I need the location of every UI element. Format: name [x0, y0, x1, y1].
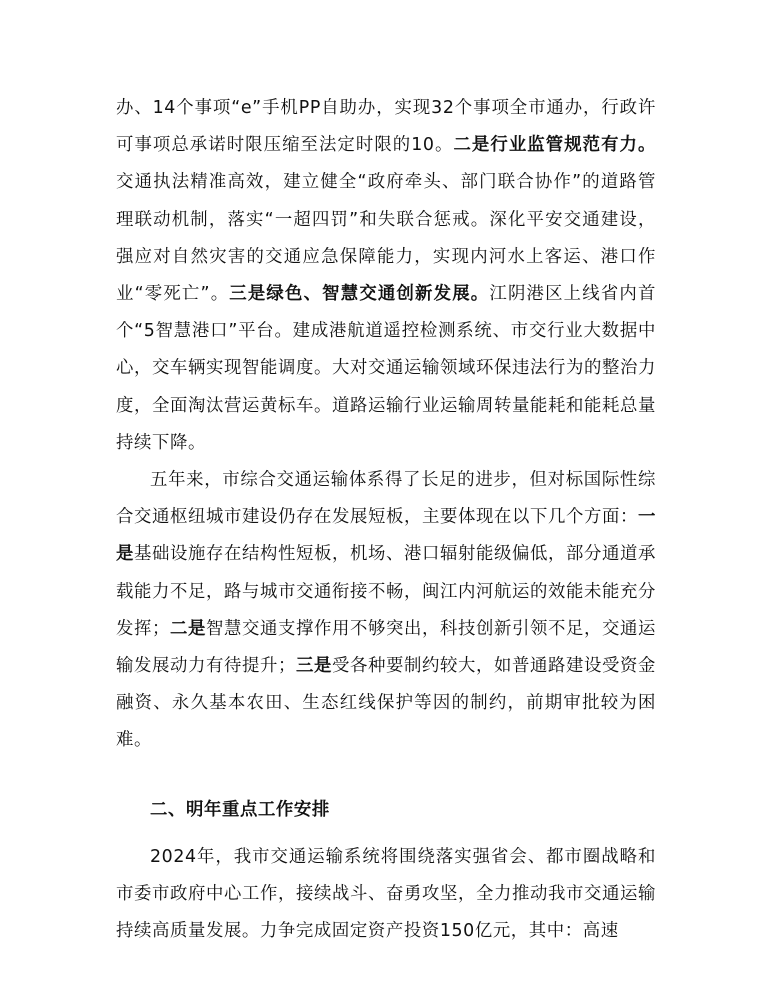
para2-text-3: 智慧交通支撑作用不够突出，科技创新引领不足，交通运输发展动力有待提升；	[116, 618, 656, 677]
para2-text-4: 受各种要制约较大，如普通路建设受资金融资、永久基本农田、生态红线保护等因的制约，前期审批较为困难。	[116, 656, 656, 751]
para2-bold-1: 一是	[116, 507, 656, 565]
paragraph-plans	[116, 839, 656, 951]
para3-text-1: 2024年，我市交通运输系统将围绕落实强省会、都市圈战略和市委市政府中心工作，接续战斗、奋勇攻坚，全力推动我市交通运输持续高质量发展。力争完成固定资产投资150亿元，其中：高速	[116, 847, 656, 942]
para1-bold-heading-2: 二是行业监管规范有力。	[453, 135, 656, 156]
para1-bold-heading-3: 三是绿色、智慧交通创新发展。	[229, 284, 490, 305]
para1-text-2: 交通执法精准高效，建立健全“政府牵头、部门联合协作”的道路管理联动机制，落实“一超四罚”和失联合惩戒。深化平安交通建设，强应对自然灾害的交通应急保障能力，实现内河水上客运、港口作业“零死亡”。	[116, 172, 656, 305]
para1-text-3: 江阴港区上线省内首个“5智慧港口”平台。建成港航道遥控检测系统、市交行业大数据中心，交车辆实现智能调度。大对交通运输领域环保违法行为的整治力度，全面淘汰营运黄标车。道路运输行业运输周转量能耗和能耗总量持续下降。	[116, 284, 656, 453]
paragraph-shortcomings	[116, 462, 656, 760]
para1-text-1: 办、14个事项“e”手机PP自助办，实现32个事项全市通办，行政许可事项总承诺时限压缩至法定时限的10。	[116, 98, 656, 156]
para2-bold-2: 二是	[170, 618, 207, 639]
paragraph-achievements	[116, 90, 656, 462]
para2-bold-3: 三是	[296, 656, 333, 677]
para2-text-2: 基础设施存在结构性短板，机场、港口辐射能级偏低，部分通道承载能力不足，路与城市交通衔接不畅，闽江内河航运的效能未能充分发挥；	[116, 544, 656, 639]
section-heading: 二、明年重点工作安排	[150, 800, 330, 820]
para2-text-1: 五年来，市综合交通运输体系得了长足的进步，但对标国际性综合交通枢纽城市建设仍存在发展短板，主要体现在以下几个方面：	[116, 470, 656, 528]
